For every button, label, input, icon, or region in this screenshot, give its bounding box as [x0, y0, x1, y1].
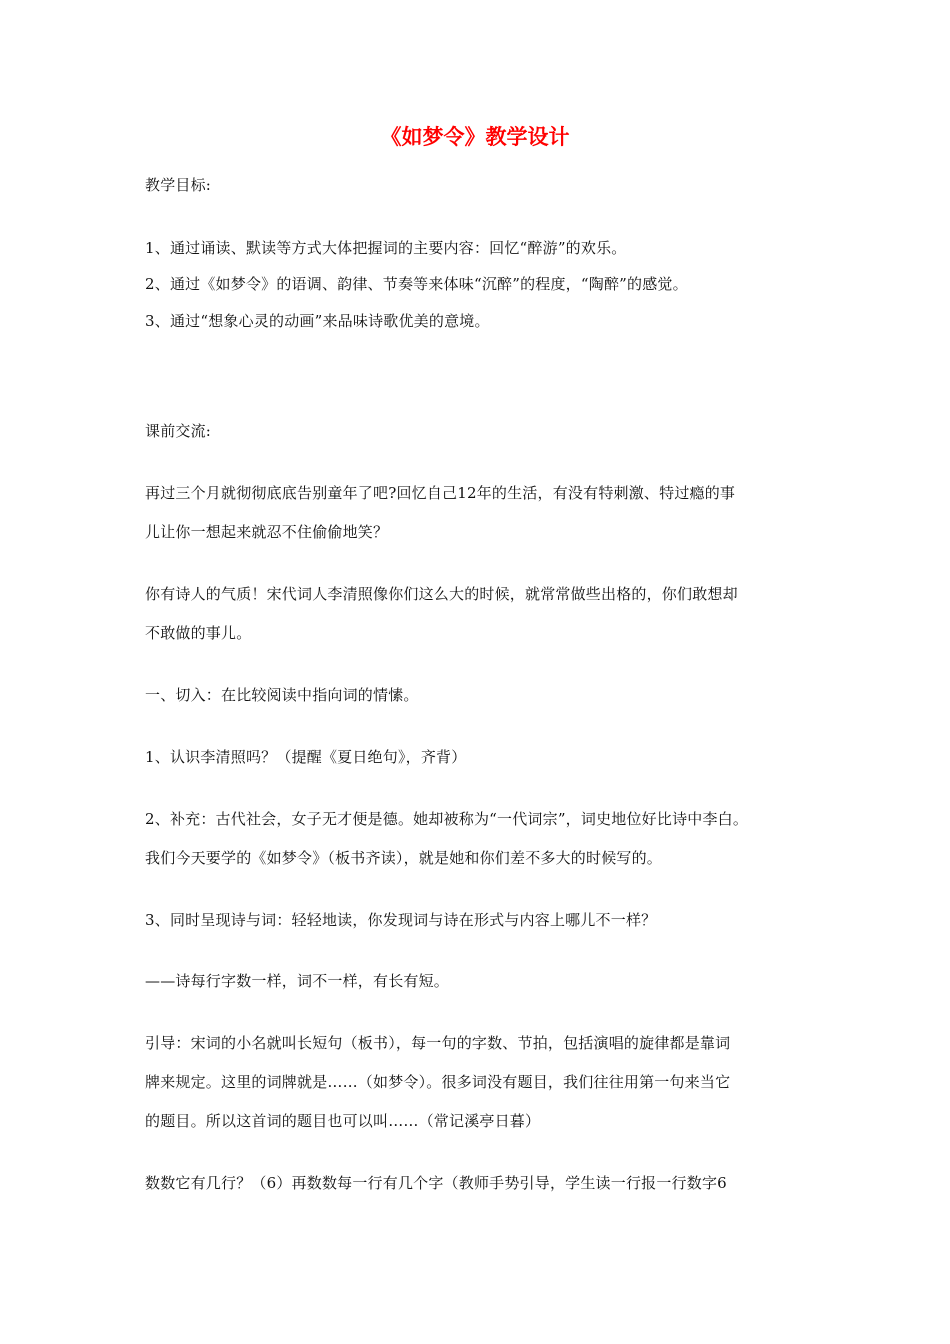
- paragraph-1-line-2: 儿让你一想起来就忍不住偷偷地笑？: [145, 523, 389, 541]
- goal-item-1: 1、通过诵读、默读等方式大体把握词的主要内容：回忆“醉游”的欢乐。: [145, 239, 627, 257]
- list-item-2-line-1: 2、补充：古代社会，女子无才便是德。她却被称为“一代词宗”，词史地位好比诗中李白。: [145, 810, 749, 828]
- list-item-2-line-2: 我们今天要学的《如梦令》（板书齐读），就是她和你们差不多大的时候写的。: [145, 849, 663, 867]
- guide-line-2: 牌来规定。这里的词牌就是……（如梦令）。很多词没有题目，我们往往用第一句来当它: [145, 1073, 731, 1091]
- goals-heading: 教学目标:: [145, 176, 212, 194]
- answer-line: ——诗每行字数一样，词不一样，有长有短。: [145, 972, 450, 990]
- document-title: 《如梦令》教学设计: [380, 124, 570, 149]
- count-line: 数数它有几行？（6）再数数每一行有几个字（教师手势引导，学生读一行报一行数字6: [145, 1174, 727, 1192]
- guide-line-3: 的题目。所以这首词的题目也可以叫……（常记溪亭日暮）: [145, 1112, 541, 1130]
- paragraph-1-line-1: 再过三个月就彻彻底底告别童年了吧?回忆自己12年的生活，有没有特刺激、特过瘾的事: [145, 484, 736, 502]
- list-item-3: 3、同时呈现诗与词：轻轻地读，你发现词与诗在形式与内容上哪儿不一样？: [145, 911, 657, 929]
- goal-item-3: 3、通过“想象心灵的动画”来品味诗歌优美的意境。: [145, 312, 490, 330]
- section-1-heading: 一、切入：在比较阅读中指向词的情愫。: [145, 686, 419, 704]
- list-item-1: 1、认识李清照吗？（提醒《夏日绝句》，齐背）: [145, 748, 467, 766]
- paragraph-2-line-1: 你有诗人的气质！宋代词人李清照像你们这么大的时候，就常常做些出格的，你们敢想却: [145, 585, 738, 603]
- goal-item-2: 2、通过《如梦令》的语调、韵律、节奏等来体味“沉醉”的程度，“陶醉”的感觉。: [145, 275, 688, 293]
- guide-line-1: 引导：宋词的小名就叫长短句（板书），每一句的字数、节拍，包括演唱的旋律都是靠词: [145, 1034, 731, 1052]
- paragraph-2-line-2: 不敢做的事儿。: [145, 624, 252, 642]
- exchange-heading: 课前交流:: [145, 422, 212, 440]
